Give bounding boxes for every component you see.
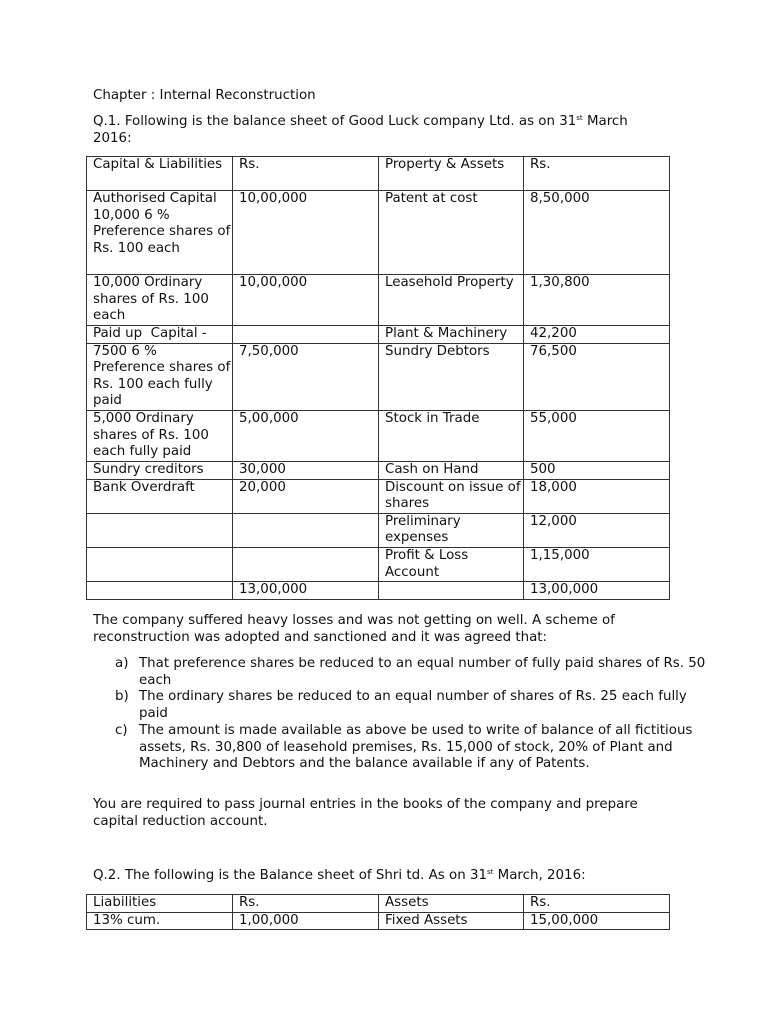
q1-table-cell: Preliminary expenses xyxy=(379,513,524,547)
q1-table-cell: 7,50,000 xyxy=(233,343,379,410)
q1-table-cell: 13,00,000 xyxy=(233,582,379,600)
q1-balance-sheet-table xyxy=(86,156,670,600)
q1-table-row xyxy=(87,191,670,275)
q2-table-header-cell: Rs. xyxy=(233,895,379,913)
q2-table-cell: Fixed Assets xyxy=(379,912,524,930)
q2-table-header-row xyxy=(87,895,670,913)
q1-table-cell: 5,000 Ordinary shares of Rs. 100 each fully paid xyxy=(87,410,233,461)
q1-table-cell: Sundry creditors xyxy=(87,461,233,479)
q1-scheme-item-text: The ordinary shares be reduced to an equal number of shares of Rs. 25 each fully paid xyxy=(139,689,687,722)
q1-table-cell: Sundry Debtors xyxy=(379,343,524,410)
q1-table-cell: 10,000 Ordinary shares of Rs. 100 each xyxy=(87,275,233,326)
q1-table-cell: 42,200 xyxy=(524,326,670,344)
q1-scheme-item-text: That preference shares be reduced to an equal number of fully paid shares of Rs. 50 each xyxy=(139,656,706,688)
q2-table-row xyxy=(87,912,670,930)
q2-table-cell: 13% cum. xyxy=(87,912,233,930)
q1-scheme-item-text: The amount is made available as above be used to write of balance of all fictitious assets, Rs. 30,800 of leasehold premises, Rs. 15,000 of stock, 20% of Plant and Machinery and Debtors and the balance available if any of Patents. xyxy=(139,722,693,772)
q1-heading-year: 2016: xyxy=(93,131,132,146)
q1-table-cell: Stock in Trade xyxy=(379,410,524,461)
q1-table-row xyxy=(87,343,670,410)
q1-table-cell: 1,30,800 xyxy=(524,275,670,326)
q1-table-header-cell: Capital & Liabilities xyxy=(87,157,233,191)
q1-table-cell xyxy=(87,547,233,581)
q1-table-cell: 8,50,000 xyxy=(524,191,670,275)
q2-heading-end: March, 2016: xyxy=(493,868,586,883)
q1-table-cell: Cash on Hand xyxy=(379,461,524,479)
q1-table-row xyxy=(87,461,670,479)
q1-heading xyxy=(93,113,628,130)
q1-table-cell: Discount on issue of shares xyxy=(379,479,524,513)
q1-table-row xyxy=(87,326,670,344)
q2-table-cell: 15,00,000 xyxy=(524,912,670,930)
q1-scheme-item-marker: b) xyxy=(115,689,129,705)
q1-scheme-item-marker: a) xyxy=(115,656,129,671)
q1-table-cell: 55,000 xyxy=(524,410,670,461)
q1-table-cell: 10,00,000 xyxy=(233,191,379,275)
q1-table-cell xyxy=(233,547,379,581)
q1-table-cell: Leasehold Property xyxy=(379,275,524,326)
q1-table-cell: Bank Overdraft xyxy=(87,479,233,513)
q1-table-header-cell: Rs. xyxy=(524,157,670,191)
q1-table-cell xyxy=(379,582,524,600)
q1-table-header-cell: Rs. xyxy=(233,157,379,191)
q1-table-cell: 12,000 xyxy=(524,513,670,547)
q1-table-cell: 500 xyxy=(524,461,670,479)
q1-table-cell: Authorised Capital 10,000 6 % Preference shares of Rs. 100 each xyxy=(87,191,233,275)
q1-table-row xyxy=(87,547,670,581)
q1-table-row xyxy=(87,513,670,547)
q1-table-cell: 5,00,000 xyxy=(233,410,379,461)
q1-scheme-item xyxy=(93,656,713,689)
q2-heading xyxy=(93,867,586,884)
q1-heading-sup: st xyxy=(576,114,583,122)
q1-table-cell: Plant & Machinery xyxy=(379,326,524,344)
q1-heading-text: Q.1. Following is the balance sheet of Good Luck company Ltd. as on 31 xyxy=(93,114,577,129)
q1-table-row xyxy=(87,582,670,600)
q1-table-row xyxy=(87,410,670,461)
q1-table-cell xyxy=(233,326,379,344)
q1-table-header-cell: Property & Assets xyxy=(379,157,524,191)
q1-table-cell xyxy=(87,513,233,547)
q1-table-row xyxy=(87,479,670,513)
q1-table-cell: Paid up Capital - xyxy=(87,326,233,344)
q2-table-header-cell: Assets xyxy=(379,895,524,913)
q1-scheme-list xyxy=(93,656,713,773)
q2-heading-sup: st xyxy=(487,868,494,876)
q1-table-cell: 10,00,000 xyxy=(233,275,379,326)
q2-table-header-cell: Liabilities xyxy=(87,895,233,913)
q1-table-header-row xyxy=(87,157,670,191)
q1-table-row xyxy=(87,275,670,326)
q1-table-cell xyxy=(87,582,233,600)
q1-table-cell: Profit & Loss Account xyxy=(379,547,524,581)
q1-table-cell: 30,000 xyxy=(233,461,379,479)
q1-table-cell: 76,500 xyxy=(524,343,670,410)
q1-paragraph-intro: The company suffered heavy losses and was not getting on well. A scheme of reconstruction was adopted and sanctioned and it was agreed that: xyxy=(93,613,615,645)
q1-table-cell: 7500 6 % Preference shares of Rs. 100 each fully paid xyxy=(87,343,233,410)
q1-scheme-item xyxy=(93,723,713,773)
q1-table-cell: 1,15,000 xyxy=(524,547,670,581)
q2-table-cell: 1,00,000 xyxy=(233,912,379,930)
q2-balance-sheet-table xyxy=(86,894,670,930)
chapter-title: Chapter : Internal Reconstruction xyxy=(93,88,316,103)
q2-heading-text: Q.2. The following is the Balance sheet of Shri td. As on 31 xyxy=(93,868,488,883)
q1-paragraph-task: You are required to pass journal entries in the books of the company and prepare capital reduction account. xyxy=(93,797,638,829)
q1-table-cell: 13,00,000 xyxy=(524,582,670,600)
q1-table-cell xyxy=(233,513,379,547)
q1-scheme-item-marker: c) xyxy=(115,722,128,738)
q1-table-cell: 20,000 xyxy=(233,479,379,513)
q1-heading-end: March xyxy=(582,114,628,129)
q1-table-cell: Patent at cost xyxy=(379,191,524,275)
q1-scheme-item xyxy=(93,689,713,722)
q1-table-cell: 18,000 xyxy=(524,479,670,513)
q2-table-header-cell: Rs. xyxy=(524,895,670,913)
